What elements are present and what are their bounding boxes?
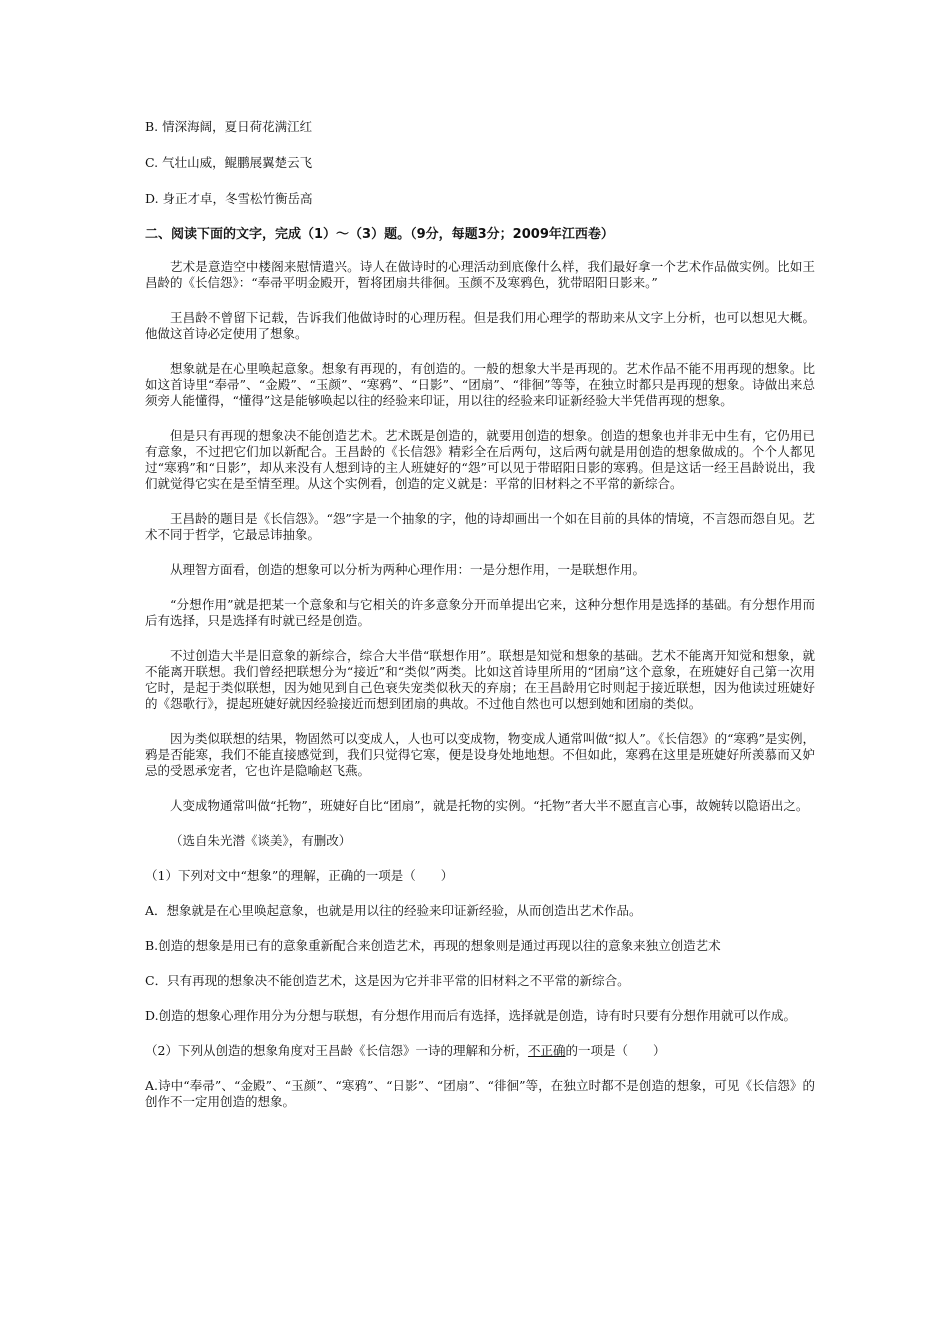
option-d-prev: D. 身正才卓，冬雪松竹衡岳高 bbox=[145, 191, 313, 206]
paragraph-10: 人变成物通常叫做“托物”，班婕好自比“团扇”，就是托物的实例。“托物”者大半不愿直言心事，故婉转以隐语出之。 bbox=[170, 798, 809, 813]
paragraph-4: 但是只有再现的想象决不能创造艺术。艺术既是创造的，就要用创造的想象。创造的想象也并非无中生有，它仍用已有意象，不过把它们加以新配合。王昌龄的《长信怨》精彩全在后两句，这后两句就是用创造的想象做成的。个个人都见过“寒鸦”和“日影”，却从来没有人想到诗的主人班婕好的“怨”可以见于带昭阳日影的寒鸦。但是这话一经王昌龄说出，我们就觉得它实在是至情至理。从这个实例看，创造的定义就是：平常的旧材料之不平常的新综合。 bbox=[145, 428, 815, 491]
paragraph-1: 艺术是意造空中楼阁来慰情遣兴。诗人在做诗时的心理活动到底像什么样，我们最好拿一个艺术作品做实例。比如王昌龄的《长信怨》：“奉帚平明金殿开，暂将团扇共徘徊。玉颜不及寒鸦色，犹带昭阳日影来。” bbox=[145, 259, 815, 290]
paragraph-6: 从理智方面看，创造的想象可以分析为两种心理作用：一是分想作用，一是联想作用。 bbox=[170, 562, 646, 577]
question-1-option-d: D.创造的想象心理作用分为分想与联想，有分想作用而后有选择，选择就是创造，诗有时只要有分想作用就可以作成。 bbox=[145, 1008, 797, 1023]
question-1-option-b: B.创造的想象是用已有的意象重新配合来创造艺术，再现的想象则是通过再现以往的意象来独立创造艺术 bbox=[145, 938, 721, 953]
question-1-stem: （1）下列对文中“想象”的理解，正确的一项是（ ） bbox=[145, 868, 454, 883]
question-1-option-a: A．想象就是在心里唤起意象，也就是用以往的经验来印证新经验，从而创造出艺术作品。 bbox=[145, 903, 642, 918]
paragraph-9: 因为类似联想的结果，物固然可以变成人，人也可以变成物，物变成人通常叫做“拟人”。《长信怨》的“寒鸦”是实例，鸦是否能寒，我们不能直接感觉到，我们只觉得它寒，便是设身处地地想。不但如此，寒鸦在这里是班婕好所羡慕而又妒忌的受恩承宠者，它也许是隐喻赵飞燕。 bbox=[145, 731, 815, 778]
option-b-prev: B. 情深海阔，夏日荷花满江红 bbox=[145, 119, 313, 134]
question-2-underlined-word: 不正确 bbox=[527, 1043, 566, 1058]
document-page bbox=[145, 118, 815, 1129]
paragraph-8: 不过创造大半是旧意象的新综合，综合大半借“联想作用”。联想是知觉和想象的基础。艺术不能离开知觉和想象，就不能离开联想。我们曾经把联想分为“接近”和“类似”两类。比如这首诗里所用的“团扇”这个意象，在班婕好自己第一次用它时，是起于类似联想，因为她见到自己色衰失宠类似秋天的弃扇；在王昌龄用它时则起于接近联想，因为他读过班婕好的《怨歌行》，提起班婕好就因经验接近而想到团扇的典故。不过他自然也可以想到她和团扇的类似。 bbox=[145, 648, 815, 711]
paragraph-7: “分想作用”就是把某一个意象和与它相关的许多意象分开而单提出它来，这种分想作用是选择的基础。有分想作用而后有选择，只是选择有时就已经是创造。 bbox=[145, 597, 815, 628]
question-2-stem bbox=[145, 1043, 815, 1059]
question-2-stem-end: 的一项是（ ） bbox=[565, 1043, 666, 1058]
source-note: （选自朱光潜《谈美》，有删改） bbox=[170, 833, 352, 848]
option-c-prev: C. 气壮山威，鲲鹏展翼楚云飞 bbox=[145, 155, 313, 170]
question-1-option-c: C．只有再现的想象决不能创造艺术，这是因为它并非平常的旧材料之不平常的新综合。 bbox=[145, 973, 630, 988]
question-2-stem-start: （2）下列从创造的想象角度对王昌龄《长信怨》一诗的理解和分析， bbox=[145, 1043, 528, 1058]
question-2-option-a: A.诗中“奉帚”、“金殿”、“玉颜”、“寒鸦”、“日影”、“团扇”、“徘徊”等，在独立时都不是创造的想象，可见《长信怨》的创作不一定用创造的想象。 bbox=[145, 1078, 815, 1109]
section-heading: 二、阅读下面的文字，完成（1）～（3）题。（9分，每题3分；2009年江西卷） bbox=[145, 227, 614, 242]
paragraph-2: 王昌龄不曾留下记载，告诉我们他做诗时的心理历程。但是我们用心理学的帮助来从文字上分析，也可以想见大概。他做这首诗必定使用了想象。 bbox=[145, 310, 815, 341]
paragraph-5: 王昌龄的题目是《长信怨》。“怨”字是一个抽象的字，他的诗却画出一个如在目前的具体的情境，不言怨而怨自见。艺术不同于哲学，它最忌讳抽象。 bbox=[145, 511, 815, 542]
paragraph-3: 想象就是在心里唤起意象。想象有再现的，有创造的。一般的想象大半是再现的。艺术作品不能不用再现的想象。比如这首诗里“奉帚”、“金殿”、“玉颜”、“寒鸦”、“日影”、“团扇”、“徘徊”等等，在独立时都只是再现的想象。诗做出来总须旁人能懂得，“懂得”这是能够唤起以往的经验来印证，用以往的经验来印证新经验大半凭借再现的想象。 bbox=[145, 361, 815, 408]
